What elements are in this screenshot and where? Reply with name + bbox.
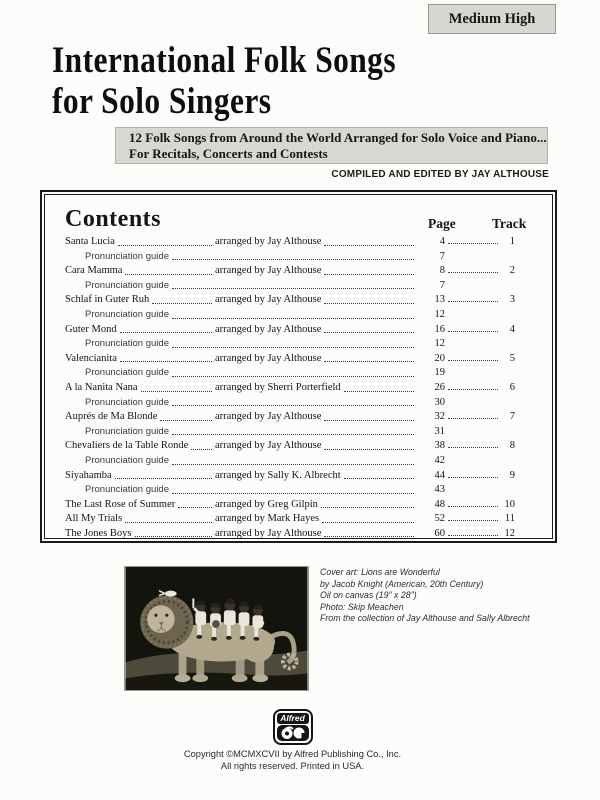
pronunciation-page-number: 19 bbox=[434, 367, 445, 379]
subtitle-box bbox=[115, 127, 548, 164]
dot-leader bbox=[324, 449, 414, 450]
dot-leader bbox=[172, 434, 414, 435]
title-line-2: for Solo Singers bbox=[52, 81, 272, 122]
pronunciation-guide-label: Pronunciation guide bbox=[85, 396, 169, 408]
song-track-number: 2 bbox=[509, 265, 515, 277]
page-title bbox=[52, 40, 396, 122]
song-title-cell bbox=[65, 410, 215, 425]
dot-leader bbox=[172, 259, 414, 260]
song-title: The Jones Boys bbox=[65, 527, 132, 539]
contents-inner bbox=[44, 194, 553, 539]
song-arranger: arranged by Greg Gilpin bbox=[215, 498, 318, 510]
song-arranger-cell bbox=[215, 323, 417, 338]
track-leader-cell bbox=[445, 535, 501, 540]
song-arranger: arranged by Jay Althouse bbox=[215, 265, 322, 277]
dot-leader bbox=[118, 245, 212, 246]
song-arranger-cell bbox=[215, 381, 417, 396]
song-page-number: 20 bbox=[434, 352, 445, 364]
cover-art-illustration bbox=[125, 567, 308, 690]
song-arranger: arranged by Mark Hayes bbox=[215, 513, 320, 525]
caption-line: Photo: Skip Meachen bbox=[320, 601, 404, 612]
dot-leader bbox=[141, 391, 212, 392]
song-title-cell bbox=[65, 512, 215, 527]
dot-leader bbox=[321, 507, 414, 508]
song-arranger: arranged by Sherri Porterfield bbox=[215, 381, 341, 393]
song-track-number: 6 bbox=[509, 381, 515, 393]
song-arranger-cell bbox=[215, 439, 417, 454]
dot-leader bbox=[178, 507, 212, 508]
dot-leader bbox=[324, 303, 414, 304]
contents-box bbox=[40, 190, 557, 543]
track-leader-cell bbox=[445, 360, 501, 365]
alfred-publisher-logo bbox=[273, 709, 313, 745]
dot-leader bbox=[120, 361, 212, 362]
copyright-line-1: Copyright ©MCMXCVII by Alfred Publishing Co., Inc. bbox=[183, 749, 402, 759]
song-title: Santa Lucia bbox=[65, 236, 115, 247]
dot-leader bbox=[152, 303, 212, 304]
pronunciation-page-number: 42 bbox=[434, 454, 445, 466]
toc-pronunciation-row bbox=[65, 396, 515, 411]
song-arranger: arranged by Sally K. Albrecht bbox=[215, 469, 341, 481]
song-arranger: arranged by Jay Althouse bbox=[215, 527, 322, 539]
cover-art-caption bbox=[320, 567, 570, 625]
dot-leader bbox=[172, 493, 414, 494]
song-page-number: 52 bbox=[434, 513, 445, 525]
dot-leader bbox=[125, 522, 212, 523]
song-track-number: 4 bbox=[509, 323, 515, 335]
pronunciation-guide-label: Pronunciation guide bbox=[85, 308, 169, 320]
alfred-logo-wordmark: Alfred bbox=[277, 713, 309, 724]
pronunciation-guide-label: Pronunciation guide bbox=[85, 454, 169, 466]
song-title-cell bbox=[65, 498, 215, 513]
dot-leader bbox=[324, 332, 414, 333]
pronunciation-page-number: 7 bbox=[439, 250, 445, 262]
dot-leader bbox=[172, 376, 414, 377]
song-title: Guter Mond bbox=[65, 323, 117, 335]
dot-leader bbox=[448, 506, 498, 507]
toc-song-row bbox=[65, 410, 515, 425]
cover-art-image bbox=[124, 566, 309, 691]
toc-song-row bbox=[65, 381, 515, 396]
song-title-cell bbox=[65, 352, 215, 367]
toc-pronunciation-row bbox=[65, 250, 515, 265]
track-leader-cell bbox=[445, 418, 501, 423]
song-track-number: 8 bbox=[509, 440, 515, 452]
song-page-number: 8 bbox=[439, 265, 445, 277]
toc-pronunciation-row bbox=[65, 425, 515, 440]
voicing-badge bbox=[428, 4, 556, 34]
song-title-cell bbox=[65, 293, 215, 308]
song-arranger-cell bbox=[215, 410, 417, 425]
subtitle-line-2: For Recitals, Concerts and Contests bbox=[129, 146, 328, 161]
song-track-number: 10 bbox=[504, 498, 515, 510]
song-arranger-cell bbox=[215, 527, 417, 542]
dot-leader bbox=[135, 536, 213, 537]
caption-line: Oil on canvas (19" x 28") bbox=[320, 590, 417, 601]
toc-pronunciation-row bbox=[65, 483, 515, 498]
caption-line: Cover art: Lions are Wonderful bbox=[320, 567, 440, 577]
dot-leader bbox=[448, 331, 498, 332]
song-page-number: 60 bbox=[434, 527, 445, 539]
song-arranger-cell bbox=[215, 498, 417, 513]
song-page-number: 48 bbox=[434, 498, 445, 510]
dot-leader bbox=[448, 418, 498, 419]
contents-header bbox=[65, 199, 527, 235]
track-leader-cell bbox=[445, 520, 501, 525]
dot-leader bbox=[448, 535, 498, 536]
song-track-number: 1 bbox=[509, 236, 515, 247]
dot-leader bbox=[448, 520, 498, 521]
song-page-number: 4 bbox=[439, 236, 445, 247]
toc-rows bbox=[65, 235, 515, 541]
dot-leader bbox=[344, 478, 414, 479]
page-column-header: Page bbox=[428, 216, 456, 231]
pronunciation-page-number: 43 bbox=[434, 484, 445, 496]
dot-leader bbox=[324, 361, 414, 362]
track-leader-cell bbox=[445, 506, 501, 511]
pronunciation-guide-label: Pronunciation guide bbox=[85, 279, 169, 291]
pronunciation-guide-label: Pronunciation guide bbox=[85, 484, 169, 496]
toc-song-row bbox=[65, 498, 515, 513]
dot-leader bbox=[324, 420, 414, 421]
track-leader-cell bbox=[445, 331, 501, 336]
dot-leader bbox=[448, 301, 498, 302]
song-arranger-cell bbox=[215, 235, 417, 250]
dot-leader bbox=[172, 347, 414, 348]
pronunciation-page-number: 31 bbox=[434, 425, 445, 437]
toc-song-row bbox=[65, 323, 515, 338]
pronunciation-guide-label: Pronunciation guide bbox=[85, 425, 169, 437]
song-track-number: 11 bbox=[504, 513, 515, 525]
song-track-number: 5 bbox=[509, 352, 515, 364]
dot-leader bbox=[172, 318, 414, 319]
toc-song-row bbox=[65, 527, 515, 542]
song-arranger: arranged by Jay Althouse bbox=[215, 294, 322, 306]
toc-song-row bbox=[65, 439, 515, 454]
footer bbox=[0, 708, 585, 772]
song-title: A la Nanita Nana bbox=[65, 381, 138, 393]
pronunciation-guide-label: Pronunciation guide bbox=[85, 250, 169, 262]
song-title: Cara Mamma bbox=[65, 265, 123, 277]
song-title-cell bbox=[65, 381, 215, 396]
song-page-number: 16 bbox=[434, 323, 445, 335]
song-arranger: arranged by Jay Althouse bbox=[215, 323, 322, 335]
song-track-number: 9 bbox=[509, 469, 515, 481]
contents-heading: Contents bbox=[65, 206, 162, 232]
dot-leader bbox=[322, 522, 414, 523]
song-page-number: 38 bbox=[434, 440, 445, 452]
voicing-badge-label: Medium High bbox=[448, 10, 536, 27]
song-title-cell bbox=[65, 469, 215, 484]
song-page-number: 32 bbox=[434, 411, 445, 423]
dot-leader bbox=[125, 274, 212, 275]
dot-leader bbox=[324, 536, 414, 537]
dot-leader bbox=[120, 332, 212, 333]
toc-pronunciation-row bbox=[65, 337, 515, 352]
pronunciation-guide-label: Pronunciation guide bbox=[85, 338, 169, 350]
dot-leader bbox=[172, 464, 414, 465]
song-arranger: arranged by Jay Althouse bbox=[215, 236, 322, 247]
song-title: Siyahamba bbox=[65, 469, 112, 481]
song-arranger-cell bbox=[215, 352, 417, 367]
dot-leader bbox=[172, 288, 414, 289]
song-page-number: 26 bbox=[434, 381, 445, 393]
dot-leader bbox=[115, 478, 212, 479]
song-title: Chevaliers de la Table Ronde bbox=[65, 440, 189, 452]
toc-pronunciation-row bbox=[65, 454, 515, 469]
dot-leader bbox=[448, 389, 498, 390]
dot-leader bbox=[172, 405, 414, 406]
dot-leader bbox=[191, 449, 212, 450]
dot-leader bbox=[448, 243, 498, 244]
song-arranger: arranged by Jay Althouse bbox=[215, 352, 322, 364]
toc-pronunciation-row bbox=[65, 308, 515, 323]
toc-song-row bbox=[65, 469, 515, 484]
song-track-number: 7 bbox=[509, 411, 515, 423]
track-leader-cell bbox=[445, 243, 501, 248]
track-leader-cell bbox=[445, 272, 501, 277]
track-leader-cell bbox=[445, 389, 501, 394]
song-title: Valencianita bbox=[65, 352, 117, 364]
dot-leader bbox=[448, 272, 498, 273]
toc-song-row bbox=[65, 264, 515, 279]
caption-line: by Jacob Knight (American, 20th Century) bbox=[320, 578, 484, 589]
pronunciation-page-number: 30 bbox=[434, 396, 445, 408]
alfred-logo-mark-icon bbox=[277, 725, 309, 741]
compiled-by-credit: COMPILED AND EDITED BY JAY ALTHOUSE bbox=[331, 169, 549, 180]
toc-song-row bbox=[65, 235, 515, 250]
title-line-1: International Folk Songs bbox=[52, 40, 396, 81]
dot-leader bbox=[448, 477, 498, 478]
song-title-cell bbox=[65, 323, 215, 338]
song-page-number: 13 bbox=[434, 294, 445, 306]
dot-leader bbox=[324, 274, 414, 275]
dot-leader bbox=[448, 447, 498, 448]
song-arranger-cell bbox=[215, 512, 417, 527]
toc-song-row bbox=[65, 512, 515, 527]
toc-song-row bbox=[65, 293, 515, 308]
pronunciation-page-number: 7 bbox=[439, 279, 445, 291]
pronunciation-guide-label: Pronunciation guide bbox=[85, 367, 169, 379]
copyright-line-2: All rights reserved. Printed in USA. bbox=[220, 760, 365, 771]
track-leader-cell bbox=[445, 447, 501, 452]
dot-leader bbox=[324, 245, 414, 246]
track-leader-cell bbox=[445, 477, 501, 482]
song-arranger: arranged by Jay Althouse bbox=[215, 440, 322, 452]
song-arranger-cell bbox=[215, 264, 417, 279]
song-title-cell bbox=[65, 439, 215, 454]
song-title-cell bbox=[65, 235, 215, 250]
track-column-header: Track bbox=[492, 216, 527, 231]
song-title: The Last Rose of Summer bbox=[65, 498, 176, 510]
dot-leader bbox=[448, 360, 498, 361]
song-title-cell bbox=[65, 527, 215, 542]
dot-leader bbox=[160, 420, 212, 421]
song-title: Schlaf in Guter Ruh bbox=[65, 294, 150, 306]
track-leader-cell bbox=[445, 301, 501, 306]
toc-pronunciation-row bbox=[65, 366, 515, 381]
pronunciation-page-number: 12 bbox=[434, 338, 445, 350]
dot-leader bbox=[344, 391, 414, 392]
pronunciation-page-number: 12 bbox=[434, 308, 445, 320]
song-title: Auprés de Ma Blonde bbox=[65, 411, 158, 423]
song-track-number: 12 bbox=[504, 527, 515, 539]
song-track-number: 3 bbox=[509, 294, 515, 306]
song-arranger-cell bbox=[215, 293, 417, 308]
song-title: All My Trials bbox=[65, 513, 123, 525]
song-arranger-cell bbox=[215, 469, 417, 484]
song-arranger: arranged by Jay Althouse bbox=[215, 411, 322, 423]
subtitle-line-1: 12 Folk Songs from Around the World Arranged for Solo Voice and Piano... bbox=[129, 130, 547, 145]
song-title-cell bbox=[65, 264, 215, 279]
caption-line: From the collection of Jay Althouse and Sally Albrecht bbox=[320, 613, 530, 624]
toc-pronunciation-row bbox=[65, 279, 515, 294]
song-page-number: 44 bbox=[434, 469, 445, 481]
toc-song-row bbox=[65, 352, 515, 367]
